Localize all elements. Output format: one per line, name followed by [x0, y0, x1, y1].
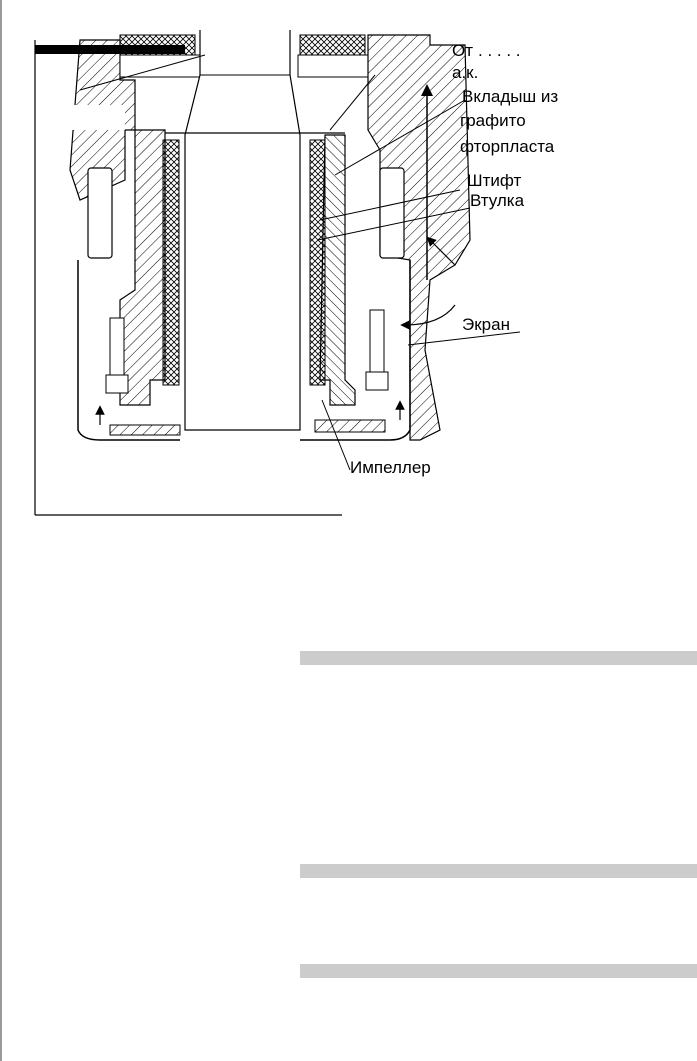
label-vkladysh-line3: фторпласта — [460, 137, 555, 156]
left-bolt — [110, 318, 124, 378]
label-shtift: Штифт — [467, 171, 522, 190]
right-stud — [380, 168, 404, 258]
left-impeller — [110, 425, 180, 435]
leader-impeller — [322, 400, 350, 470]
left-graphite-liner — [163, 140, 179, 385]
right-top-seal — [300, 35, 365, 55]
left-housing-gap — [70, 105, 125, 130]
right-impeller — [315, 420, 385, 432]
label-otvod-dots: . . . . . — [478, 41, 521, 60]
left-stud — [88, 168, 112, 258]
left-bearing-body — [120, 130, 165, 405]
right-top-collar — [298, 55, 368, 77]
left-bolt-head — [106, 375, 128, 393]
label-vkladysh-line2: графито — [460, 111, 526, 130]
right-graphite-liner — [310, 140, 325, 385]
left-top-collar — [120, 55, 200, 77]
gray-bar-1 — [300, 651, 697, 665]
gray-bar-3 — [300, 964, 697, 978]
gray-bar-2 — [300, 864, 697, 878]
label-vtulka: Втулка — [470, 191, 525, 210]
right-bolt — [370, 310, 384, 375]
central-shaft — [185, 30, 300, 430]
label-otvod: От — [452, 41, 474, 60]
label-impeller: Импеллер — [350, 458, 431, 477]
left-top-seal — [120, 35, 195, 55]
label-ak: а.к. — [452, 63, 479, 82]
label-ekran: Экран — [462, 315, 510, 334]
label-vkladysh-line1: Вкладыш из — [462, 87, 559, 106]
right-bolt-head — [366, 372, 388, 390]
